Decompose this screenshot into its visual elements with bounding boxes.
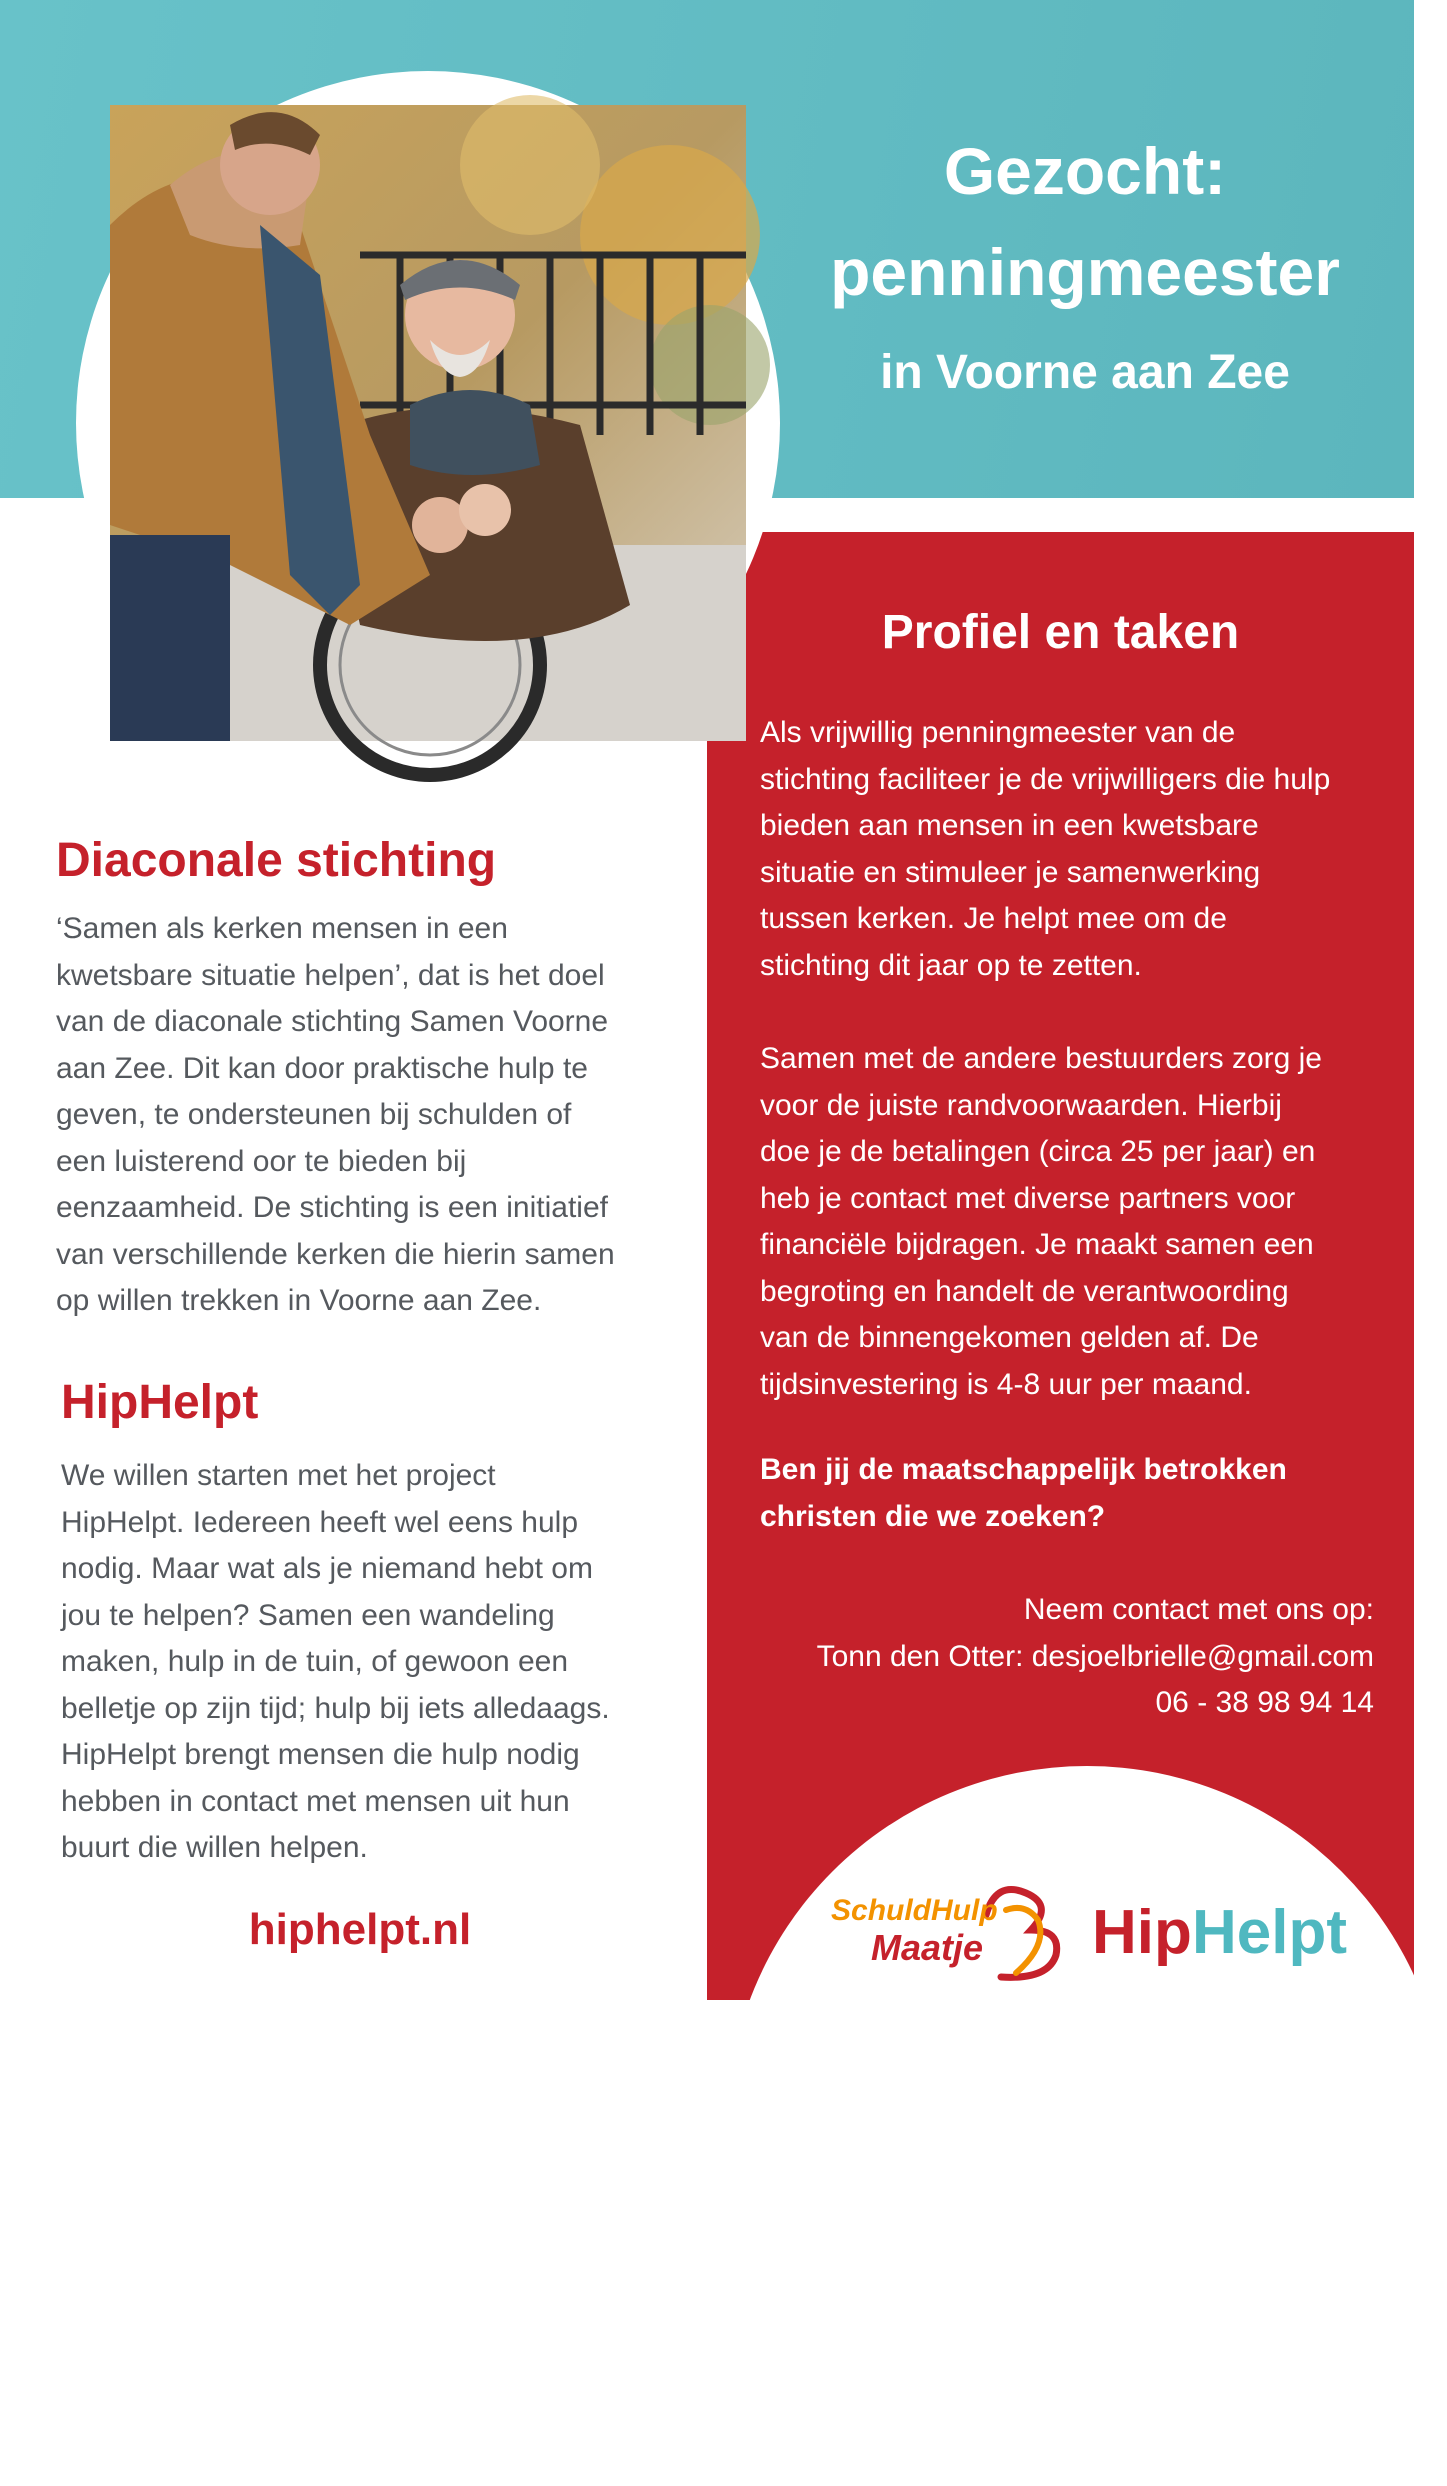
schuldhulp-maatje-logo-icon <box>826 1875 1076 1985</box>
diaconale-line: ‘Samen als kerken mensen in een <box>56 912 508 945</box>
diaconale-title: Diaconale stichting <box>56 834 497 887</box>
headline-role: penningmeester <box>830 235 1340 309</box>
profile-question <box>760 1447 1390 1540</box>
diaconale-line: op willen trekken in Voorne aan Zee. <box>56 1284 542 1317</box>
logo-helpt-text: Helpt <box>1192 1898 1347 1967</box>
hiphelpt-line: nodig. Maar wat als je niemand hebt om <box>61 1552 593 1585</box>
profile-p2-line: tijdsinvestering is 4-8 uur per maand. <box>760 1367 1252 1401</box>
profile-p2-line: voor de juiste randvoorwaarden. Hierbij <box>760 1088 1282 1122</box>
hiphelpt-body <box>61 1453 681 1872</box>
hiphelpt-line: hebben in contact met mensen uit hun <box>61 1784 570 1818</box>
profile-p2-line: Samen met de andere bestuurders zorg je <box>760 1042 1322 1075</box>
profile-p1-line: situatie en stimuleer je samenwerking <box>760 855 1261 889</box>
hiphelpt-line: We willen starten met het project <box>61 1459 496 1492</box>
diaconale-line: een luisterend oor te bieden bij <box>56 1144 467 1178</box>
profile-p1-line: stichting faciliteer je de vrijwilligers die hulp <box>760 762 1331 796</box>
hiphelpt-line: belletje op zijn tijd; hulp bij iets alledaags. <box>61 1691 610 1725</box>
logo-schuldhulp-text: SchuldHulp <box>831 1894 998 1927</box>
logo-area <box>727 1766 1447 2486</box>
contact-person-email[interactable]: Tonn den Otter: desjoelbrielle@gmail.com <box>816 1639 1374 1673</box>
diaconale-line: aan Zee. Dit kan door praktische hulp te <box>56 1051 588 1085</box>
diaconale-line: van de diaconale stichting Samen Voorne <box>56 1005 609 1038</box>
hiphelpt-logo-icon <box>1092 1885 1347 1975</box>
profile-p1-line: tussen kerken. Je helpt mee om de <box>760 902 1227 935</box>
profile-p1-line: stichting dit jaar op te zetten. <box>760 948 1142 982</box>
profile-p1-line: Als vrijwillig penningmeester van de <box>760 716 1236 749</box>
headline-gezocht: Gezocht: <box>943 134 1227 208</box>
profile-p2-line: heb je contact met diverse partners voor <box>760 1181 1296 1215</box>
hiphelpt-line: jou te helpen? Samen een wandeling <box>61 1598 555 1632</box>
contact-phone[interactable]: 06 - 38 98 94 14 <box>1155 1686 1374 1719</box>
hiphelpt-line: buurt die willen helpen. <box>61 1831 368 1864</box>
headline-location: in Voorne aan Zee <box>880 346 1290 399</box>
profile-paragraph-2 <box>760 1036 1390 1408</box>
profile-question-line: Ben jij de maatschappelijk betrokken <box>760 1453 1287 1486</box>
profile-p2-line: doe je de betalingen (circa 25 per jaar) en <box>760 1135 1316 1168</box>
diaconale-body <box>56 906 676 1325</box>
photo-young-man-helping-elderly-man-icon <box>110 105 746 741</box>
profile-title: Profiel en taken <box>881 606 1240 659</box>
diaconale-line: van verschillende kerken die hierin samen <box>56 1237 615 1271</box>
diaconale-line: geven, te ondersteunen bij schulden of <box>56 1098 572 1131</box>
hiphelpt-line: HipHelpt. Iedereen heeft wel eens hulp <box>61 1505 579 1539</box>
website-link[interactable]: hiphelpt.nl <box>248 1905 472 1954</box>
profile-question-line: christen die we zoeken? <box>760 1499 1106 1533</box>
profile-p2-line: begroting en handelt de verantwoording <box>760 1274 1289 1308</box>
profile-p1-line: bieden aan mensen in een kwetsbare <box>760 809 1259 842</box>
profile-p2-line: financiële bijdragen. Je maakt samen een <box>760 1228 1314 1261</box>
contact-block <box>720 1587 1374 1727</box>
diaconale-line: kwetsbare situatie helpen’, dat is het doel <box>56 958 605 992</box>
hiphelpt-line: maken, hulp in de tuin, of gewoon een <box>61 1645 569 1678</box>
contact-intro: Neem contact met ons op: <box>1023 1593 1374 1626</box>
logo-maatje-text: Maatje <box>871 1927 984 1968</box>
profile-paragraph-1 <box>760 710 1390 989</box>
hiphelpt-title: HipHelpt <box>61 1376 259 1429</box>
profile-p2-line: van de binnengekomen gelden af. De <box>760 1321 1259 1354</box>
logo-hip-text: Hip <box>1092 1898 1192 1967</box>
hiphelpt-line: HipHelpt brengt mensen die hulp nodig <box>61 1738 580 1771</box>
diaconale-line: eenzaamheid. De stichting is een initiatief <box>56 1191 608 1224</box>
